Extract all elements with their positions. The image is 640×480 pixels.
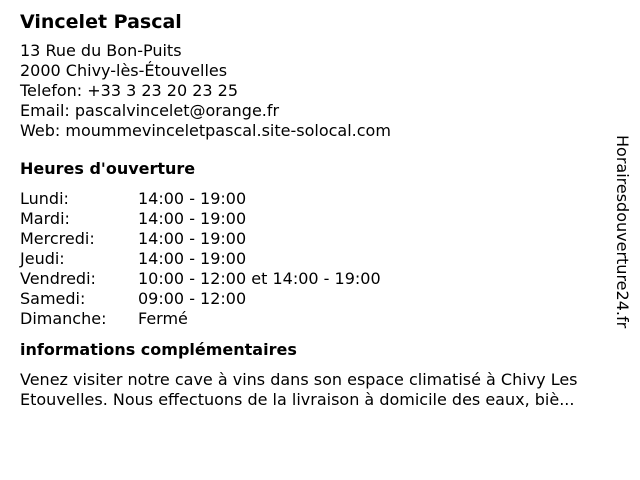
address-city: 2000 Chivy-lès-Étouvelles [20,61,228,80]
day-label: Vendredi: [20,269,96,288]
day-label: Samedi: [20,289,86,308]
hours-row-wednesday [20,229,610,249]
hours-row-tuesday [20,209,610,229]
time-value: Fermé [138,309,188,328]
time-value: 14:00 - 19:00 [138,209,247,228]
time-value: 14:00 - 19:00 [138,229,247,248]
phone-line: Telefon: +33 3 23 20 23 25 [20,81,239,100]
address-street: 13 Rue du Bon-Puits [20,41,182,60]
description-line-1: Venez visiter notre cave à vins dans son espace climatisé à Chivy Les [20,370,578,389]
time-value: 14:00 - 19:00 [138,249,247,268]
time-value: 10:00 - 12:00 et 14:00 - 19:00 [138,269,381,288]
hours-row-monday [20,189,610,209]
time-value: 09:00 - 12:00 [138,289,247,308]
business-name: Vincelet Pascal [20,11,182,33]
business-card [20,10,610,410]
hours-table [20,189,610,329]
hours-row-thursday [20,249,610,269]
email-line: Email: pascalvincelet@orange.fr [20,101,280,120]
day-label: Mardi: [20,209,70,228]
time-value: 14:00 - 19:00 [138,189,247,208]
day-label: Dimanche: [20,309,107,328]
web-line: Web: moummevinceletpascal.site-solocal.com [20,121,391,140]
info-title: informations complémentaires [20,340,297,359]
day-label: Jeudi: [20,249,65,268]
hours-title: Heures d'ouverture [20,159,196,178]
day-label: Lundi: [20,189,69,208]
hours-row-friday [20,269,610,289]
hours-row-saturday [20,289,610,309]
day-label: Mercredi: [20,229,95,248]
site-watermark: Horairesdouverture24.fr [613,135,632,329]
description-line-2: Etouvelles. Nous effectuons de la livraison à domicile des eaux, biè... [20,390,575,409]
hours-row-sunday [20,309,610,329]
